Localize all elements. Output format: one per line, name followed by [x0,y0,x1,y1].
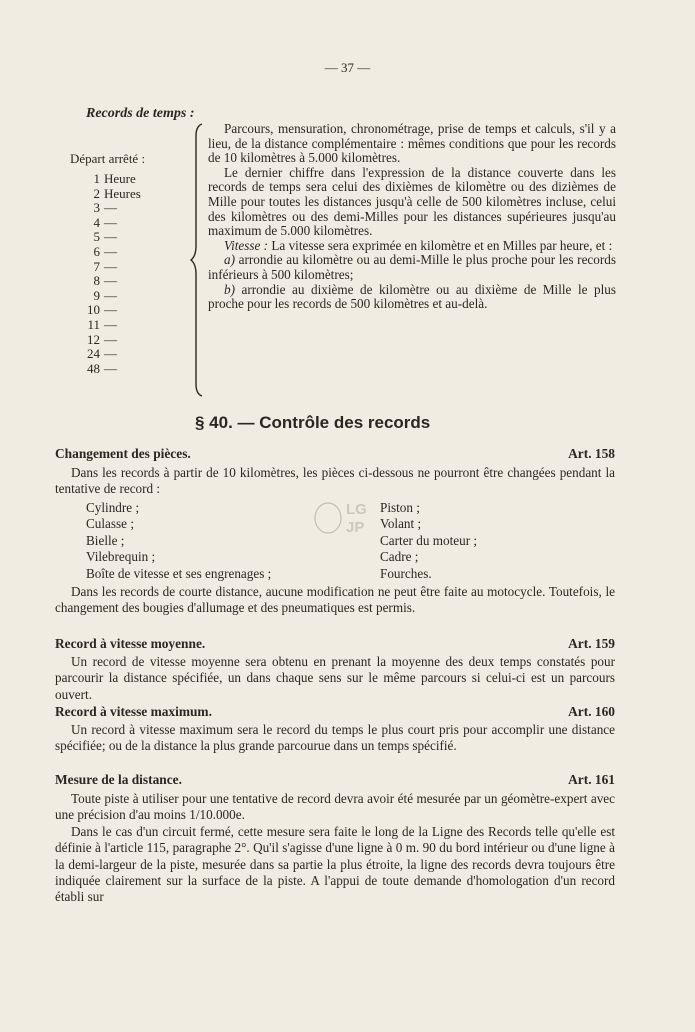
duration-row [72,347,141,362]
duration-unit: — [104,316,117,332]
duration-unit: — [104,243,117,259]
duration-unit: Heure [104,171,136,186]
item-a-text: arrondie au kilomètre ou au demi-Mille le plus proche pour les records inférieurs à 500 kilomètres; [208,252,616,282]
paragraph: Parcours, mensuration, chronométrage, prise de temps et calculs, s'il y a lieu, de la distance complémentaire : mêmes conditions que pour les records de 10 kilomètres à 5.000 kilomètres. [208,121,616,166]
duration-row [72,172,141,187]
article-body-159 [55,654,615,703]
paragraph: Dans les records à partir de 10 kilomètres, les pièces ci-dessous ne pourront être changées pendant la tentative de record : [55,465,615,497]
duration-row [72,230,141,245]
duration-row [72,260,141,275]
duration-number: 10 [87,302,100,318]
duration-unit: — [104,200,117,216]
paragraph: Le dernier chiffre dans l'expression de la distance couverte dans les records de temps sera celui des dixièmes de kilomètre ou des dizièmes de Mille pour toutes les distances jusqu'à celle de 500 kilomètres incluse, celui des kilomètres ou des demi-Milles pour les distances supérieures jusqu'au maximum de 5.000 kilomètres. [208,164,616,239]
part-item: Piston ; [380,500,420,515]
duration-unit: — [104,258,117,274]
duration-number: 48 [87,360,100,376]
duration-unit: — [104,273,117,289]
paragraph: Dans les records de courte distance, aucune modification ne peut être faite au motocycle. Toutefois, le changement des bougies d'allumage et des pneumatiques est permis. [55,584,615,616]
duration-number: 1 [93,171,100,186]
duration-unit: — [104,331,117,347]
item-a-label: a) [224,252,235,268]
duration-row [72,289,141,304]
page-number: — 37 — [324,60,371,75]
part-item: Volant ; [380,516,422,532]
article-title: Record à vitesse moyenne. [55,636,206,651]
duration-row [72,245,141,260]
part-item: Boîte de vitesse et ses engrenages ; [86,565,272,581]
duration-number: 8 [93,273,100,289]
duration-unit: — [104,214,117,230]
article-number: Art. 160 [568,704,615,719]
duration-number: 12 [87,331,100,347]
duration-row [72,362,141,377]
article-number: Art. 158 [568,446,615,461]
duration-number: 9 [93,287,100,303]
curly-brace-icon [190,122,204,398]
article-body-158 [55,465,615,498]
parts-row [86,533,477,549]
article-heading-159 [55,636,615,652]
article-title: Changement des pièces. [55,446,191,461]
duration-row [72,187,141,202]
duration-unit: — [104,360,117,376]
duration-row [72,201,141,216]
svg-text:LG: LG [346,501,367,518]
depart-arrete-label: Départ arrêté : [70,151,146,166]
duration-list [72,172,141,376]
article-number: Art. 161 [568,772,615,787]
parts-row [86,549,477,565]
duration-number: 4 [93,214,100,230]
vitesse-paragraph [208,239,616,254]
duration-number: 2 [93,185,100,201]
svg-text:JP: JP [346,519,365,536]
part-item: Fourches. [380,565,432,581]
paragraph: Toute piste à utiliser pour une tentative de record devra avoir été mesurée par un géomètre-expert avec une précision d'au moins 1/10.000e. [55,791,615,823]
paragraph: Dans le cas d'un circuit fermé, cette mesure sera faite le long de la Ligne des Records telle qu'elle est définie à l'article 115, paragraphe 2°. Qu'il s'agisse d'une ligne à 0 m. 90 du bord intérieur ou d'une ligne à la demi-largeur de la piste, mesurée dans sa partie la plus étroite, la ligne des records devra toujours être indiquée clairement sur la surface de la piste. A l'appui de toute demande d'homologation d'un record établi sur [55,823,615,905]
article-heading-160 [55,704,615,720]
vitesse-text: La vitesse sera exprimée en kilomètre et en Milles par heure, et : [268,237,613,253]
part-item: Cadre ; [380,549,419,565]
item-a [208,253,616,282]
duration-row [72,274,141,289]
duration-number: 5 [93,229,100,245]
duration-row [72,318,141,333]
duration-number: 11 [87,316,100,332]
part-item: Bielle ; [86,532,125,548]
vitesse-label: Vitesse : [224,237,269,253]
duration-row [72,216,141,231]
records-temps-title: Records de temps : [86,106,195,121]
duration-unit: — [104,302,117,318]
paragraph: Un record de vitesse moyenne sera obtenu en prenant la moyenne des deux temps constatés pour parcourir la distance spécifiée, un dans chaque sens sur le même parcours si celui-ci est un parcours ouvert. [55,654,615,702]
article-title: Mesure de la distance. [55,772,182,787]
duration-number: 7 [93,258,100,274]
item-b-label: b) [224,281,235,297]
article-body-161 [55,791,615,906]
article-heading-158 [55,446,615,462]
duration-number: 24 [87,346,100,362]
part-item: Vilebrequin ; [86,549,156,565]
duration-unit: — [104,229,117,245]
article-title: Record à vitesse maximum. [55,704,212,719]
short-distance-text [55,584,615,617]
parts-row [86,500,477,516]
duration-row [72,303,141,318]
article-heading-161 [55,772,615,788]
item-b-text: arrondie au dixième de kilomètre ou au dixième de Mille le plus proche pour les records de 500 kilomètres et au-delà. [208,281,616,312]
records-temps-text [208,122,616,312]
duration-unit: — [104,346,117,362]
duration-unit: Heures [104,185,141,201]
watermark-stamp-icon [312,494,374,538]
parts-row [86,566,477,582]
parts-row [86,516,477,532]
duration-number: 3 [93,200,100,216]
article-number: Art. 159 [568,636,615,651]
duration-row [72,333,141,348]
item-b [208,283,616,312]
article-body-160 [55,722,615,755]
parts-list [86,500,477,582]
duration-number: 6 [93,243,100,259]
paragraph: Un record à vitesse maximum sera le record du temps le plus court pris pour accomplir une distance spécifiée; ou de la distance la plus grande parcourue dans un temps spécifié. [55,722,615,754]
part-item: Cylindre ; [86,500,140,515]
duration-unit: — [104,287,117,303]
part-item: Culasse ; [86,516,134,532]
part-item: Carter du moteur ; [380,532,478,548]
section-title: § 40. — Contrôle des records [195,413,431,432]
